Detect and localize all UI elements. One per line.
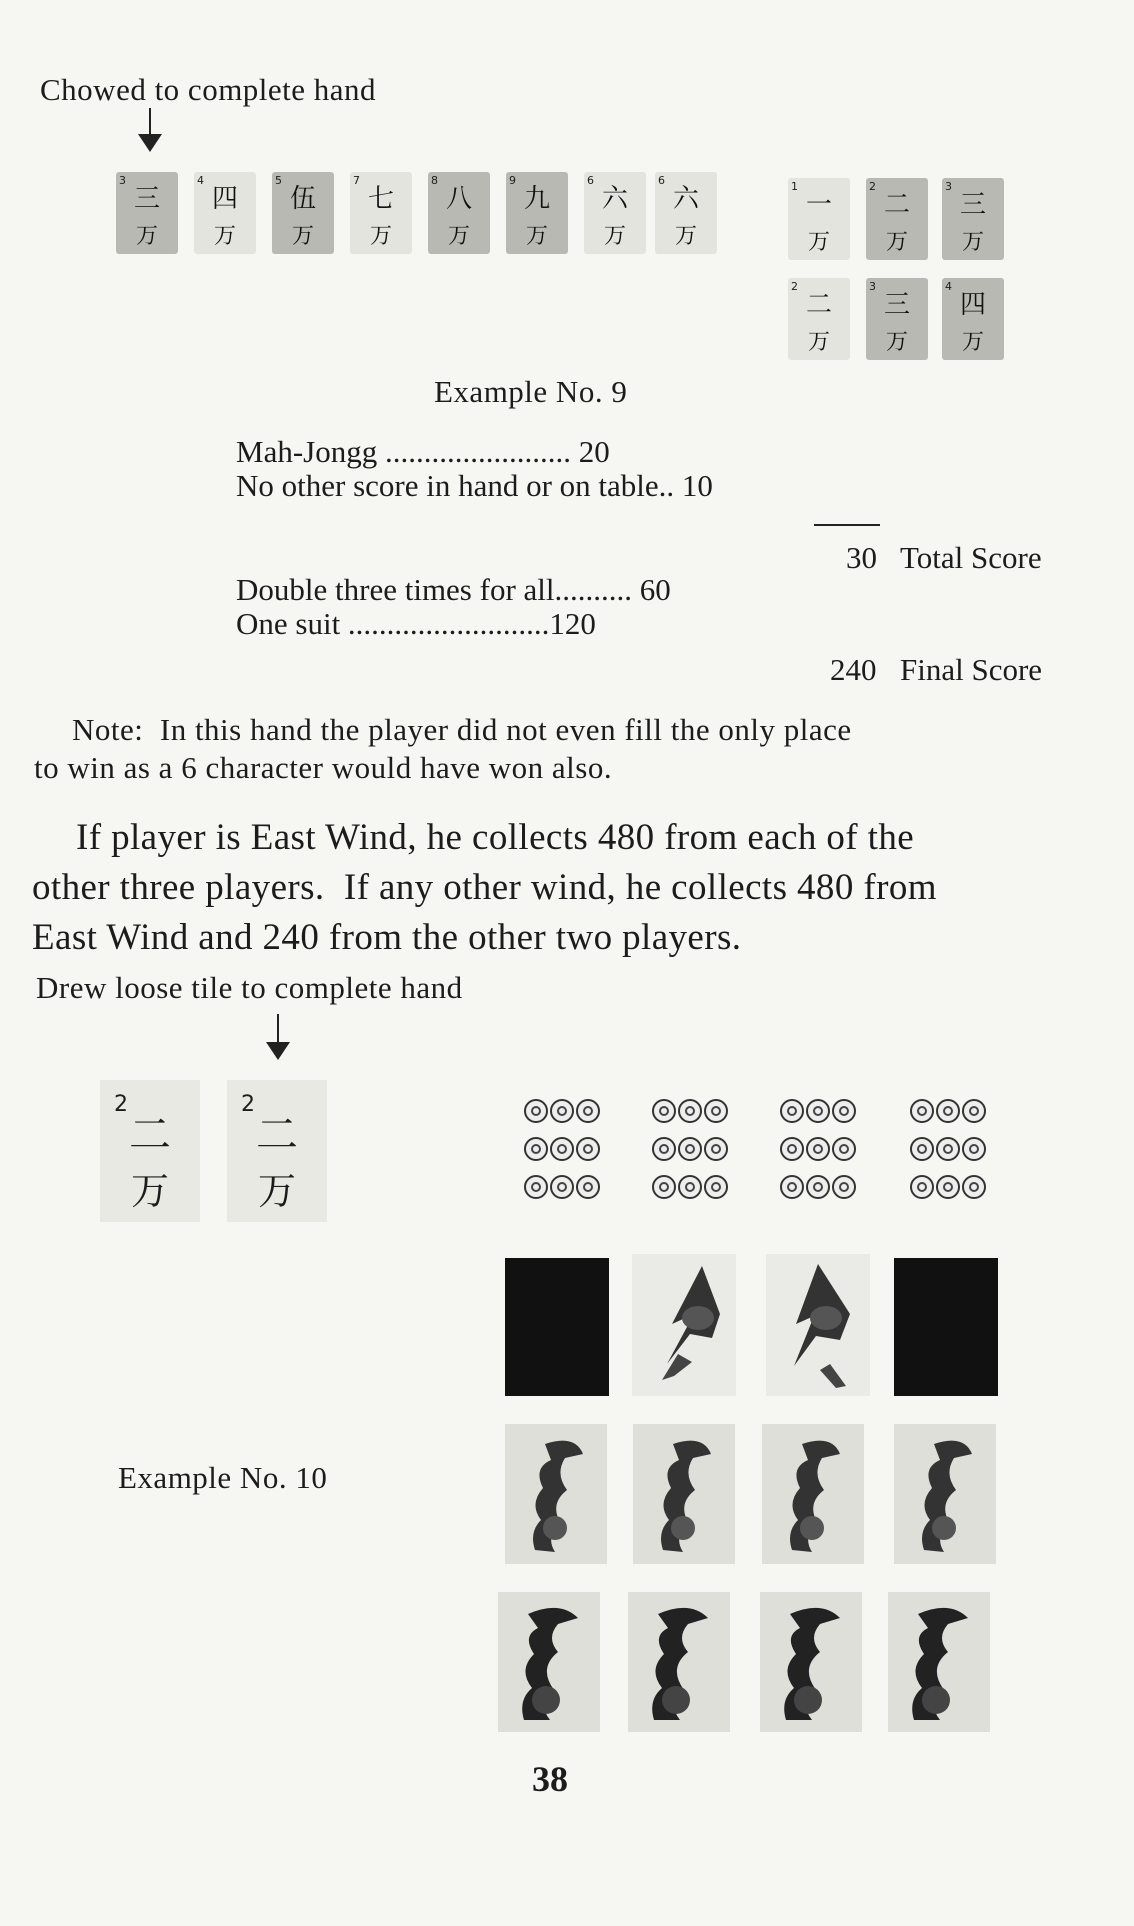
bird-icon — [766, 1254, 870, 1396]
dragon-tile — [633, 1424, 735, 1564]
dragon-icon — [628, 1592, 730, 1732]
tile-back — [894, 1258, 998, 1396]
score-final-label: Final Score — [900, 652, 1043, 687]
dragon-icon — [762, 1424, 864, 1564]
paragraph-line-3: East Wind and 240 from the other two players. — [32, 917, 742, 958]
dragon-icon — [633, 1424, 735, 1564]
dragon-tile — [628, 1592, 730, 1732]
nine-dots-tile — [768, 1092, 868, 1212]
nine-dots-tile — [512, 1092, 612, 1212]
mahjong-tile: 2 二 万 — [227, 1080, 327, 1222]
nine-dots-tile — [640, 1092, 740, 1212]
dragon-tile — [498, 1592, 600, 1732]
paragraph-line-1: If player is East Wind, he collects 480 from each of the — [76, 817, 915, 858]
score-line-one-suit: One suit ..........................120 — [236, 606, 596, 641]
nine-dots-tile — [898, 1092, 998, 1212]
mahjong-tile: 3 三 万 — [942, 178, 1004, 260]
score-final-value: 240 — [830, 652, 877, 687]
down-arrow-icon — [263, 1014, 293, 1060]
down-arrow-icon — [135, 108, 165, 152]
mahjong-tile: 2 二 万 — [100, 1080, 200, 1222]
dragon-icon — [505, 1424, 607, 1564]
mahjong-tile: 4 四 万 — [194, 172, 256, 254]
mahjong-tile: 2 二 万 — [788, 278, 850, 360]
mahjong-tile: 6 六 万 — [655, 172, 717, 254]
dragon-tile — [894, 1424, 996, 1564]
mahjong-tile: 2 二 万 — [866, 178, 928, 260]
bird-tile — [632, 1254, 736, 1396]
dragon-icon — [760, 1592, 862, 1732]
tile-back — [505, 1258, 609, 1396]
paragraph-line-2: other three players. If any other wind, he collects 480 from — [32, 867, 937, 908]
score-line-no-other: No other score in hand or on table.. 10 — [236, 468, 713, 503]
example10-title: Example No. 10 — [118, 1460, 328, 1495]
dragon-icon — [888, 1592, 990, 1732]
dragon-tile — [888, 1592, 990, 1732]
mahjong-tile: 3 三 万 — [866, 278, 928, 360]
dragon-icon — [894, 1424, 996, 1564]
mahjong-tile: 5 伍 万 — [272, 172, 334, 254]
example9-title: Example No. 9 — [434, 374, 628, 409]
sum-rule — [814, 524, 880, 526]
dragon-tile — [762, 1424, 864, 1564]
bird-icon — [632, 1254, 736, 1396]
mahjong-tile: 1 一 万 — [788, 178, 850, 260]
mahjong-tile: 6 六 万 — [584, 172, 646, 254]
dragon-tile — [505, 1424, 607, 1564]
mahjong-tile: 8 八 万 — [428, 172, 490, 254]
note-line-2: to win as a 6 character would have won also. — [34, 750, 613, 785]
example10-caption: Drew loose tile to complete hand — [36, 970, 463, 1005]
bird-tile — [766, 1254, 870, 1396]
mahjong-tile: 4 四 万 — [942, 278, 1004, 360]
dragon-icon — [498, 1592, 600, 1732]
score-line-double: Double three times for all.......... 60 — [236, 572, 671, 607]
mahjong-tile: 7 七 万 — [350, 172, 412, 254]
example9-caption: Chowed to complete hand — [40, 72, 377, 107]
note-line-1: Note: In this hand the player did not even fill the only place — [72, 712, 852, 747]
mahjong-tile: 9 九 万 — [506, 172, 568, 254]
page-number: 38 — [532, 1759, 568, 1799]
score-total-label: Total Score — [900, 540, 1042, 575]
mahjong-tile: 3 三 万 — [116, 172, 178, 254]
score-line-mahjongg: Mah-Jongg ........................ 20 — [236, 434, 610, 469]
dragon-tile — [760, 1592, 862, 1732]
score-total-value: 30 — [846, 540, 877, 575]
